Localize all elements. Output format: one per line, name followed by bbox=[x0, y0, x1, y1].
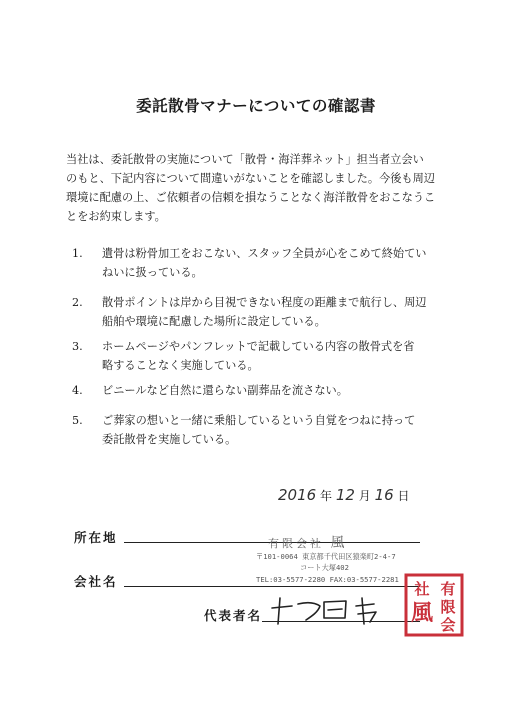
item-line: ホームページやパンフレットで記載している内容の散骨式を省 bbox=[102, 340, 415, 353]
item-text bbox=[102, 411, 415, 449]
item-text bbox=[102, 337, 414, 375]
representative-signature bbox=[262, 590, 398, 630]
company-seal bbox=[402, 572, 466, 638]
item-number: 5. bbox=[72, 414, 83, 427]
item-line: 船舶や環境に配慮した場所に設定している。 bbox=[102, 315, 326, 328]
address-label: 所在地 bbox=[74, 530, 118, 545]
seal-char: 会 bbox=[440, 616, 456, 634]
item-number: 4. bbox=[72, 384, 83, 397]
item-number: 3. bbox=[72, 340, 83, 353]
item-text bbox=[102, 381, 348, 400]
item-number: 2. bbox=[72, 296, 83, 309]
company-type-text: 有限会社 bbox=[268, 537, 324, 550]
item-text bbox=[102, 293, 426, 331]
item-number: 1. bbox=[72, 247, 83, 260]
seal-char: 社 bbox=[414, 580, 430, 598]
item-text bbox=[102, 244, 426, 282]
intro-paragraph bbox=[66, 150, 446, 226]
item-line: ご葬家の想いと一緒に乗船しているという自覚をつねに持って bbox=[102, 414, 416, 427]
intro-line: 当社は、委託散骨の実施について「散骨・海洋葬ネット」担当者立会い bbox=[66, 153, 424, 166]
stamp-address-line2: コート大塚402 bbox=[300, 563, 349, 572]
item-line: 委託散骨を実施している。 bbox=[102, 433, 237, 446]
representative-label: 代表者名 bbox=[204, 608, 263, 623]
company-kanji-text: 風 bbox=[330, 535, 345, 551]
date-year-handwritten: 2016 bbox=[278, 486, 317, 504]
company-line bbox=[124, 586, 420, 587]
date-year-unit: 年 bbox=[320, 489, 333, 503]
item-line: 散骨ポイントは岸から目視できない程度の距離まで航行し、周辺 bbox=[102, 296, 427, 309]
item-line: 略することなく実施している。 bbox=[102, 359, 259, 372]
date-month-handwritten: 12 bbox=[335, 486, 355, 504]
item-line: ビニールなど自然に還らない副葬品を流さない。 bbox=[102, 384, 348, 397]
stamp-address-line1: 〒101-0064 東京都千代田区猿楽町2-4-7 bbox=[256, 552, 396, 561]
company-label: 会社名 bbox=[74, 574, 118, 589]
item-line: 遺骨は粉骨加工をおこない、スタッフ全員が心をこめて終始てい bbox=[102, 247, 427, 260]
page-title: 委託散骨マナーについての確認書 bbox=[136, 96, 376, 115]
intro-line: のもと、下記内容について間違いがないことを確認しました。今後も周辺 bbox=[66, 172, 435, 185]
date-day-handwritten: 16 bbox=[374, 486, 394, 504]
date-month-unit: 月 bbox=[358, 489, 371, 503]
seal-char: 有 bbox=[440, 580, 456, 598]
signing-date bbox=[278, 486, 438, 506]
intro-line: とをお約束します。 bbox=[66, 210, 166, 223]
seal-char: 限 bbox=[440, 598, 456, 616]
company-name-stamp bbox=[268, 532, 345, 552]
date-day-unit: 日 bbox=[397, 489, 410, 503]
stamp-phone-fax: TEL:03-5577-2280 FAX:03-5577-2281 bbox=[256, 575, 399, 584]
intro-line: 環境に配慮の上、ご依頼者の信頼を損なうことなく海洋散骨をおこなうこ bbox=[66, 191, 436, 204]
seal-char: 風 bbox=[410, 600, 434, 626]
item-line: ねいに扱っている。 bbox=[102, 266, 203, 279]
